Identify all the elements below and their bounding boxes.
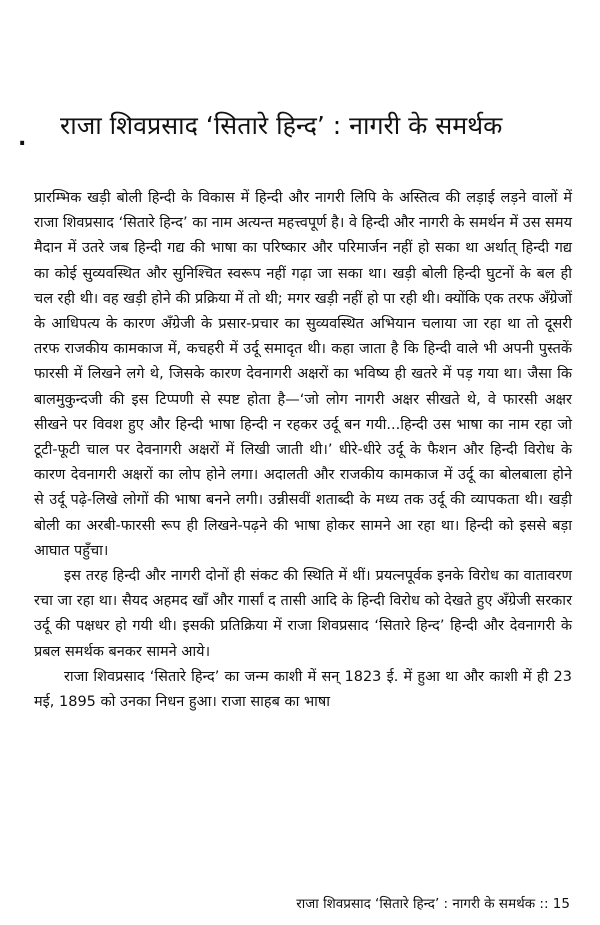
title-bullet: . <box>18 126 27 151</box>
paragraph: प्रारम्भिक खड़ी बोली हिन्दी के विकास में हिन्दी और नागरी लिपि के अस्तित्व की लड़ाई लड़ने वालों में राजा शिवप्रसाद ‘सितारे हिन्द’ का नाम अत्यन्त महत्त्वपूर्ण है। वे हिन्दी और नागरी के समर्थन में उस समय मैदान में उतरे जब हिन्दी गद्य की भाषा का परिष्कार और परिमार्जन नहीं हो सका था अर्थात् हिन्दी गद्य का कोई सुव्यवस्थित और सुनिश्चित स्वरूप नहीं गढ़ा जा सका था। खड़ी बोली हिन्दी घुटनों के बल ही चल रही थी। वह खड़ी होने की प्रक्रिया में तो थी; मगर खड़ी नहीं हो पा रही थी। क्योंकि एक तरफ अँग्रेजों के आधिपत्य के कारण अँग्रेजी के प्रसार-प्रचार का सुव्यवस्थित अभियान चलाया जा रहा था तो दूसरी तरफ राजकीय कामकाज में, कचहरी में उर्दू समादृत थी। कहा जाता है कि हिन्दी वाले भी अपनी पुस्तकें फारसी में लिखने लगे थे, जिसके कारण देवनागरी अक्षरों का भविष्य ही खतरे में पड़ गया था। जैसा कि बालमुकुन्दजी की इस टिप्पणी से स्पष्ट होता है—‘जो लोग नागरी अक्षर सीखते थे, वे फारसी अक्षर सीखने पर विवश हुए और हिन्दी भाषा हिन्दी न रहकर उर्दू बन गयी...हिन्दी उस भाषा का नाम रहा जो टूटी-फूटी चाल पर देवनागरी अक्षरों में लिखी जाती थी।’ धीरे-धीरे उर्दू के फैशन और हिन्दी विरोध के कारण देवनागरी अक्षरों का लोप होने लगा। अदालती और राजकीय कामकाज में उर्दू का बोलबाला होने से उर्दू पढ़े-लिखे लोगों की भाषा बनने लगी। उन्नीसवीं शताब्दी के मध्य तक उर्दू की व्यापकता थी। खड़ी बोली का अरबी-फारसी रूप ही लिखने-पढ़ने की भाषा होकर सामने आ रहा था। हिन्दी को इससे बड़ा आघात पहुँचा। <box>34 190 572 559</box>
paragraph: इस तरह हिन्दी और नागरी दोनों ही संकट की स्थिति में थीं। प्रयत्नपूर्वक इनके विरोध का वातावरण रचा जा रहा था। सैयद अहमद खाँ और गार्सां द तासी आदि के हिन्दी विरोध को देखते हुए अँग्रेजी सरकार उर्दू की पक्षधर हो गयी थी। इसकी प्रतिक्रिया में राजा शिवप्रसाद ‘सितारे हिन्द’ हिन्दी और देवनागरी के प्रबल समर्थक बनकर सामने आये। <box>34 568 572 660</box>
paragraph: राजा शिवप्रसाद ‘सितारे हिन्द’ का जन्म काशी में सन् 1823 ई. में हुआ था और काशी में ही 23 मई, 1895 को उनका निधन हुआ। राजा साहब का भाषा <box>34 668 572 711</box>
body-text <box>34 186 572 715</box>
running-footer: राजा शिवप्रसाद ‘सितारे हिन्द’ : नागरी के समर्थक :: 15 <box>296 896 570 912</box>
chapter-title: राजा शिवप्रसाद ‘सितारे हिन्द’ : नागरी के समर्थक <box>60 111 503 140</box>
